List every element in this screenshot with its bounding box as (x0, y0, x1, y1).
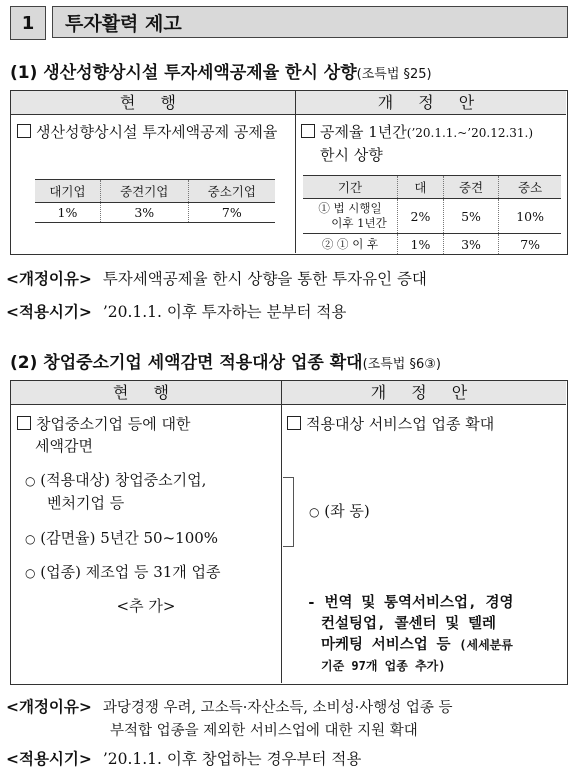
table-row-label: ② ① 이 후 (303, 234, 398, 255)
timing-label: <적용시기> (6, 303, 92, 321)
table-row-label: ① 법 시행일 이후 1년간 (303, 199, 398, 234)
item1-revised-text: 공제율 1년간(’20.1.1.~’20.12.31.) 한시 상향 (301, 121, 563, 166)
item2-reason (6, 696, 576, 742)
item2-title (10, 348, 441, 373)
item1-title-text: (1) 생산성향상시설 투자세액공제율 한시 상향 (10, 63, 357, 83)
table-cell: 1% (35, 203, 100, 223)
checkbox-icon (287, 416, 301, 430)
item2-bullet-2: ○ (감면율) 5년간 50~100% (25, 529, 219, 547)
reason-text: 투자세액공제율 한시 상향을 통한 투자유인 증대 (102, 270, 427, 288)
item2-current-text: 창업중소기업 등에 대한 세액감면 (17, 413, 277, 457)
item2-bullet-1: ○ (적용대상) 창업중소기업, 벤처기업 등 (25, 471, 207, 512)
item1-header-current: 현 행 (11, 91, 295, 115)
item1-comparison-box (10, 90, 568, 255)
table-cell: 2% (398, 199, 444, 234)
reason-text: 과당경쟁 우려, 고소득·자산소득, 소비성·사행성 업종 등 (102, 700, 453, 716)
section-title: 투자활력 제고 (52, 6, 568, 38)
table-header: 중견 (443, 176, 498, 199)
item1-ref: (조특법 §25) (356, 67, 432, 82)
table-header: 대기업 (35, 180, 100, 203)
reason-text-2: 부적합 업종을 제외한 서비스업에 대한 지원 확대 (110, 723, 418, 739)
table-cell: 5% (443, 199, 498, 234)
table-header: 기간 (303, 176, 398, 199)
section-number: 1 (10, 6, 46, 40)
item2-add-label: <추 가> (116, 597, 176, 615)
timing-text: ’20.1.1. 이후 창업하는 경우부터 적용 (102, 750, 362, 768)
reason-label: <개정이유> (6, 270, 92, 288)
item2-title-text: (2) 창업중소기업 세액감면 적용대상 업종 확대 (10, 353, 363, 373)
checkbox-icon (301, 124, 315, 138)
item2-bullet-3: ○ (업종) 제조업 등 31개 업종 (25, 563, 221, 581)
item2-new-items: - 번역 및 통역서비스업, 경영 컨설팅업, 콜센터 및 텔레 마케팅 서비스업 등 (세세분류 기준 97개 업종 추가) (307, 595, 514, 673)
table-cell: 1% (398, 234, 444, 255)
table-cell: 10% (499, 199, 561, 234)
timing-label: <적용시기> (6, 750, 92, 768)
item1-revised-table (303, 175, 561, 255)
item2-revised-text: 적용대상 서비스업 업종 확대 (287, 413, 563, 435)
checkbox-icon (17, 124, 31, 138)
table-cell: 3% (443, 234, 498, 255)
item1-title (10, 58, 432, 83)
table-header: 중견기업 (100, 180, 188, 203)
item2-comparison-box (10, 380, 568, 685)
table-cell: 7% (188, 203, 275, 223)
item2-header-current: 현 행 (11, 381, 281, 405)
table-cell: 7% (499, 234, 561, 255)
table-header: 중소기업 (188, 180, 275, 203)
timing-text: ’20.1.1. 이후 투자하는 분부터 적용 (102, 303, 347, 321)
item1-timing (6, 301, 576, 323)
item1-current-table (35, 179, 275, 223)
table-cell: 3% (100, 203, 188, 223)
reason-label: <개정이유> (6, 698, 92, 716)
table-header: 대 (398, 176, 444, 199)
item1-reason (6, 268, 576, 290)
item1-current-text: 생산성향상시설 투자세액공제 공제율 (17, 121, 287, 143)
bracket-connector (283, 477, 294, 547)
item2-ref: (조특법 §6③) (362, 357, 441, 372)
item2-same-label: ○ (좌 동) (309, 502, 370, 520)
table-header: 중소 (499, 176, 561, 199)
item2-timing (6, 748, 576, 770)
checkbox-icon (17, 416, 31, 430)
item1-header-revised: 개 정 안 (295, 91, 566, 115)
item2-header-revised: 개 정 안 (281, 381, 566, 405)
